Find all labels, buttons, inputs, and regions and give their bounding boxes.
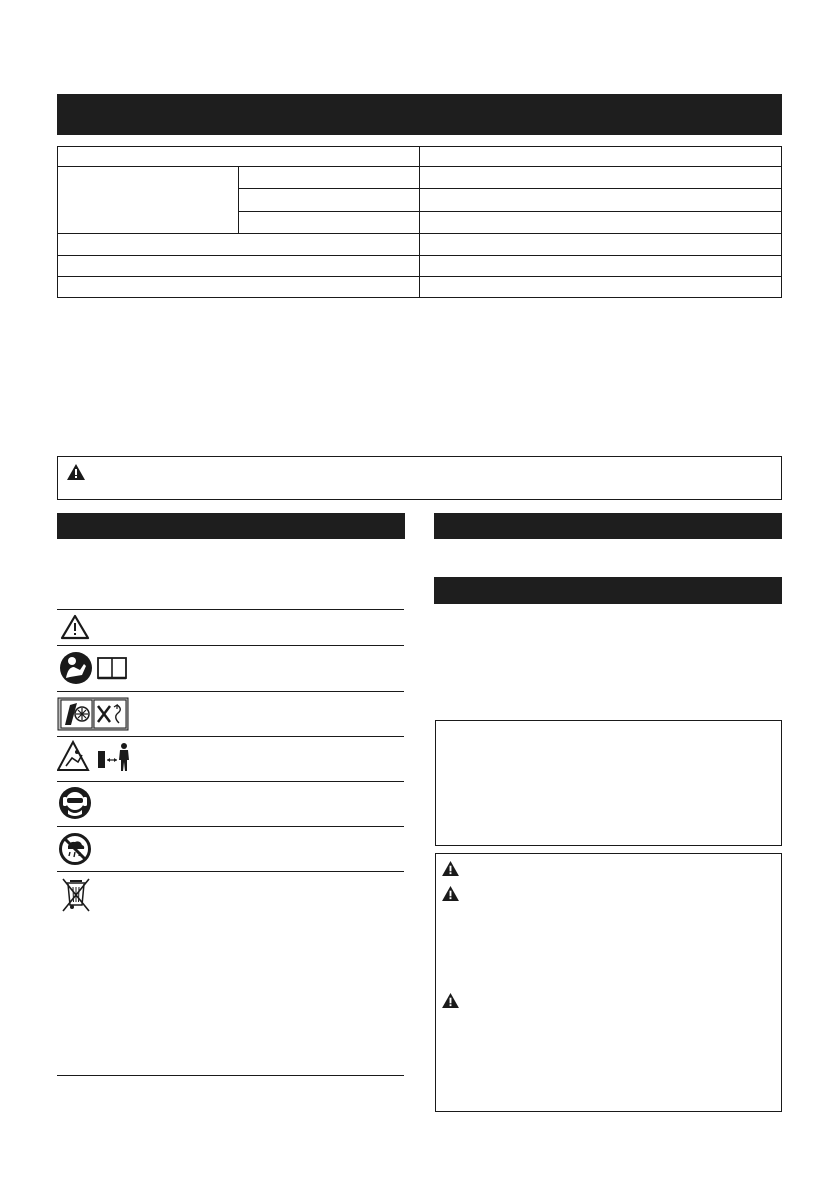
spec-sub-label-cell [238, 211, 420, 234]
spec-label-cell [57, 146, 420, 167]
warning-triangle-icon [442, 886, 459, 901]
spec-label-cell [57, 255, 420, 277]
warning-triangle-icon [442, 993, 459, 1008]
eye-ear-protection-icon [58, 786, 92, 820]
symbols-section-bar [57, 513, 405, 539]
warning-triangle-icon [67, 464, 85, 480]
symbols-rule [57, 691, 404, 692]
symbols-rule [57, 871, 404, 872]
spec-group-label-cell [57, 166, 239, 234]
warning-box [57, 456, 782, 500]
spec-value-cell [419, 276, 782, 298]
symbols-rule-bottom [57, 1075, 404, 1076]
spec-sub-label-cell [238, 188, 420, 212]
spec-value-cell [419, 211, 782, 234]
spec-label-cell [57, 276, 420, 298]
symbols-rule [57, 826, 404, 827]
right-section-bar-1 [434, 513, 782, 539]
spec-sub-label-cell [238, 166, 420, 189]
safety-warning-box [435, 853, 782, 1112]
spec-value-cell [419, 255, 782, 277]
caution-triangle-icon [60, 614, 90, 640]
spec-value-cell [419, 233, 782, 256]
spec-value-cell [419, 188, 782, 212]
warning-triangle-icon [442, 861, 459, 876]
spec-label-cell [57, 233, 420, 256]
right-section-bar-2 [434, 577, 782, 604]
keep-distance-icon [57, 740, 137, 774]
symbols-rule-top [57, 609, 404, 610]
notice-box [435, 720, 782, 846]
spec-value-cell [419, 146, 782, 167]
symbols-rule [57, 736, 404, 737]
crossed-bin-icon [61, 877, 91, 913]
read-manual-icon [58, 650, 128, 686]
spec-value-cell [419, 166, 782, 189]
rotating-blade-icon [57, 697, 129, 731]
title-bar [57, 94, 782, 135]
no-rain-icon [58, 832, 92, 866]
symbols-rule [57, 645, 404, 646]
symbols-rule [57, 781, 404, 782]
specification-table [57, 146, 782, 298]
